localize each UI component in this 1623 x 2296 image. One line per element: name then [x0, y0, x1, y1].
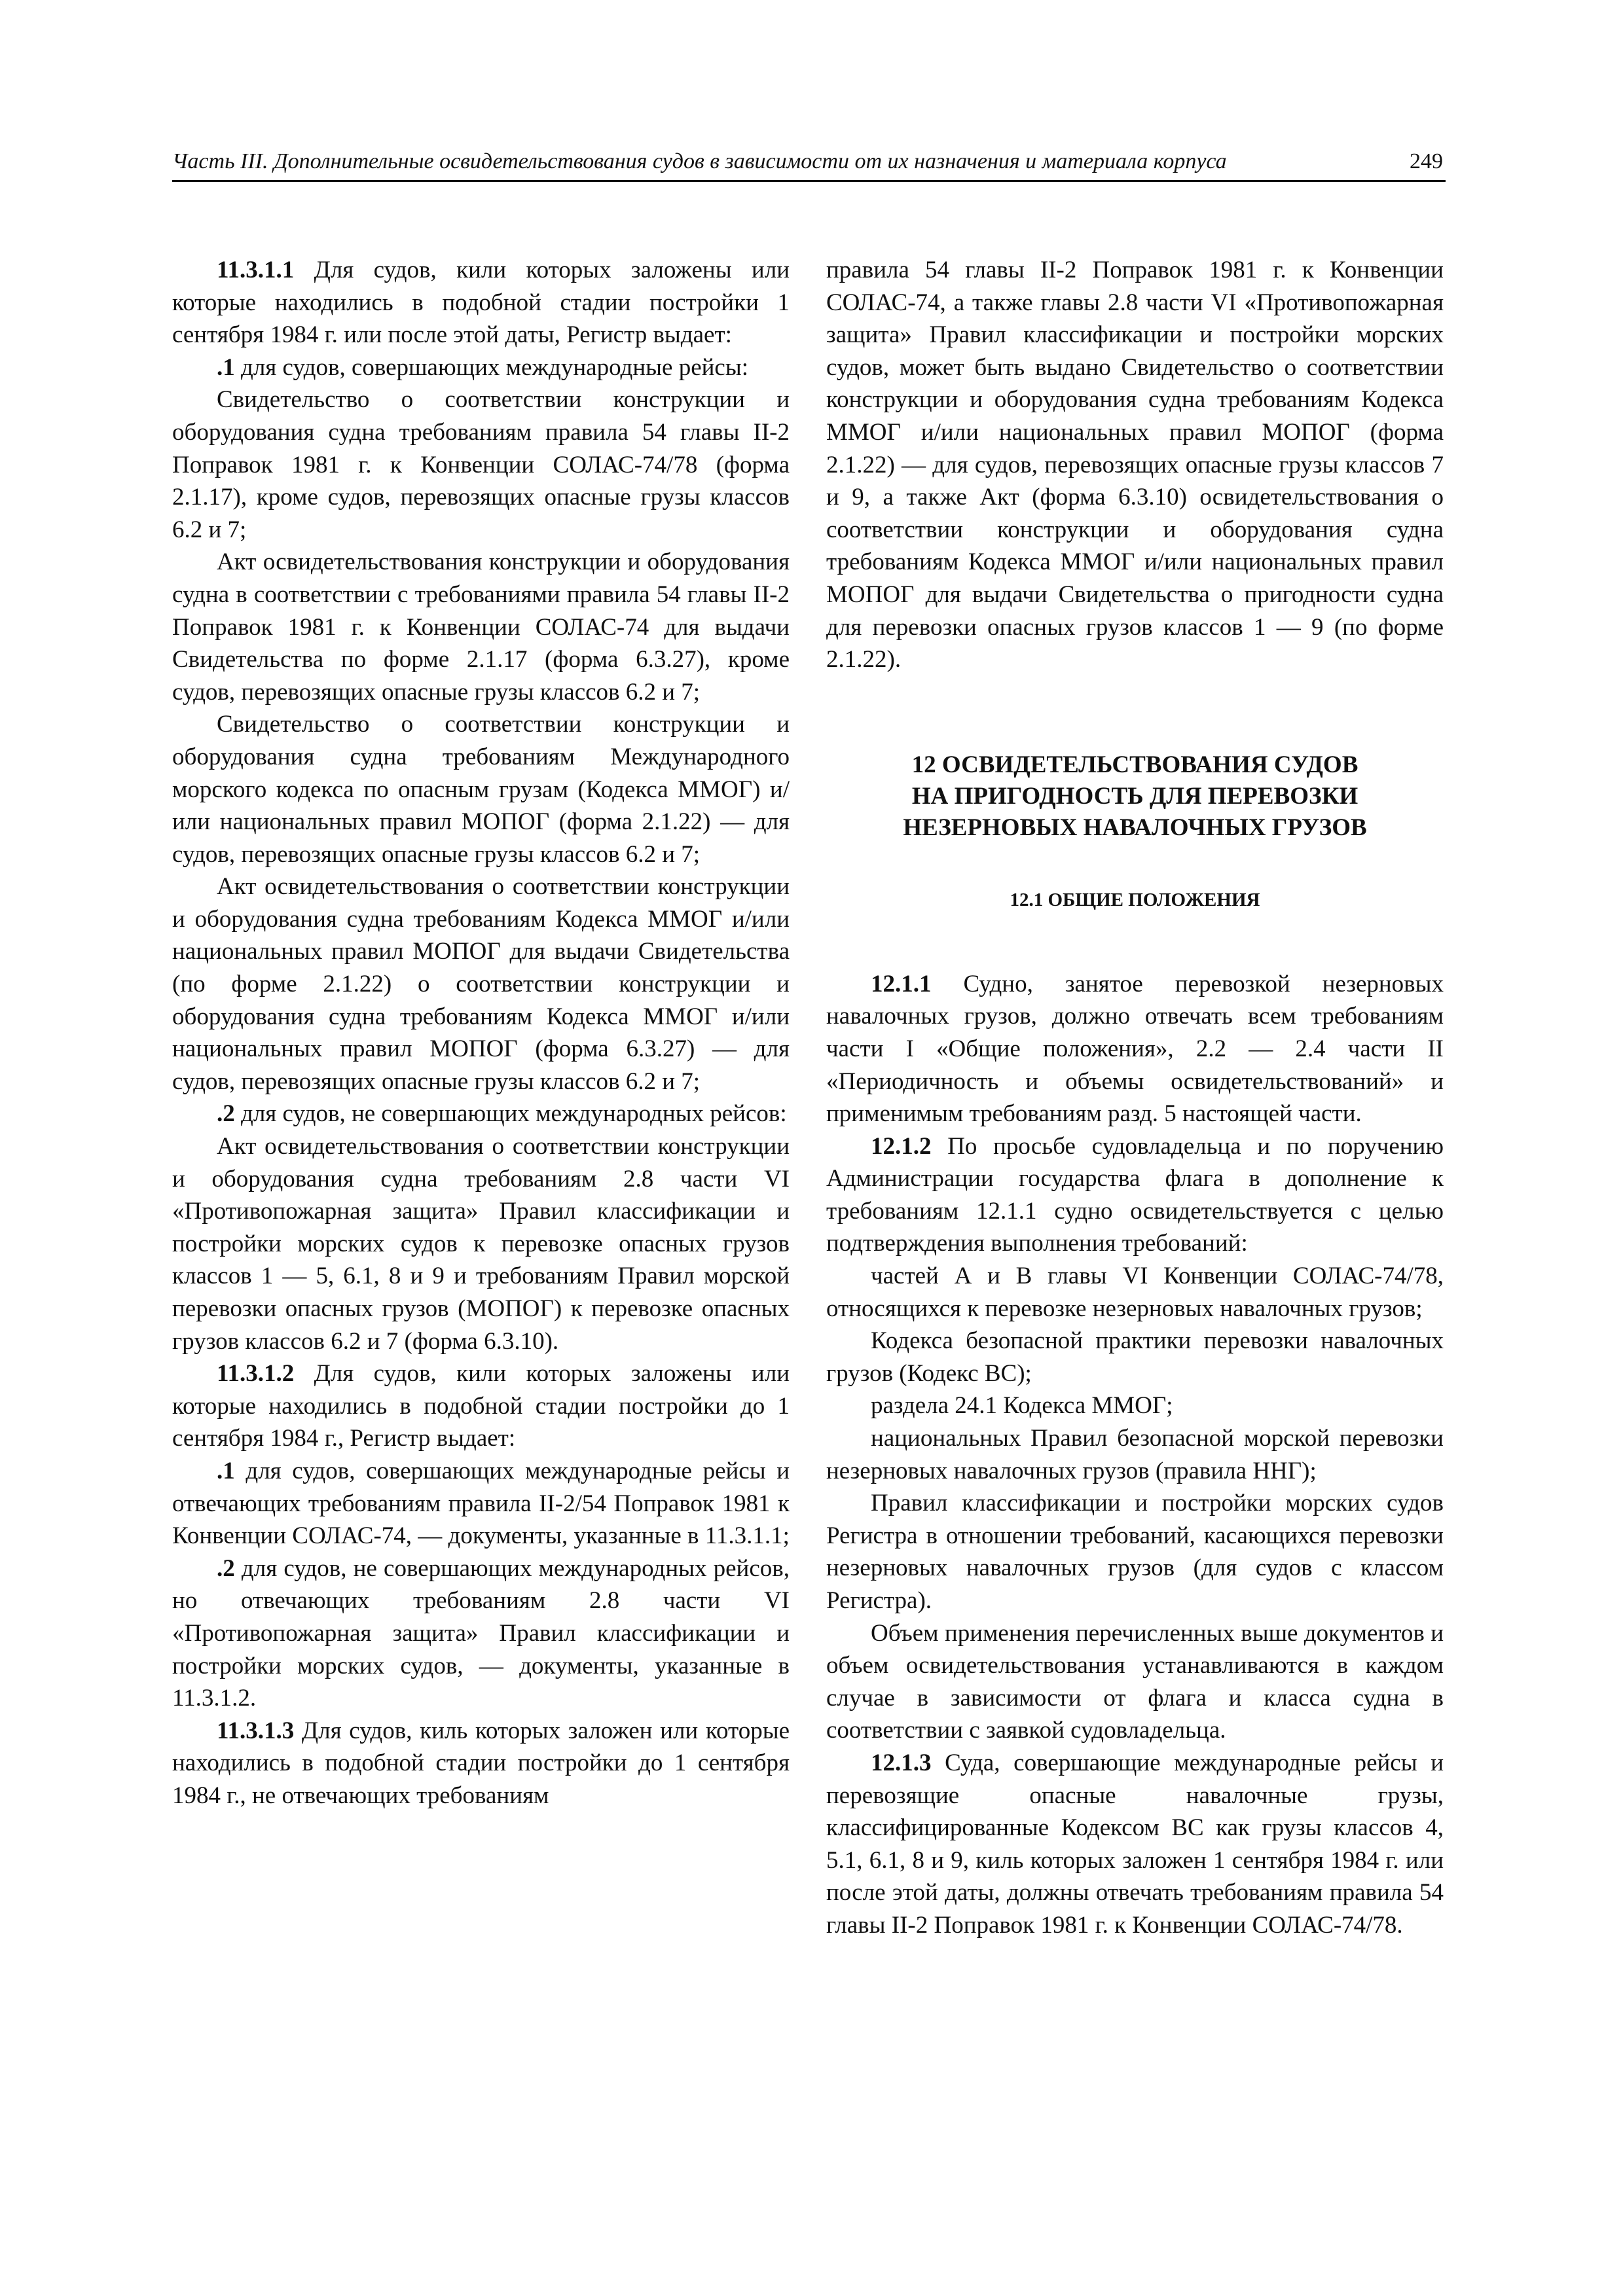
page-number: 249: [1410, 149, 1443, 173]
subsection-heading: 12.1 ОБЩИЕ ПОЛОЖЕНИЯ: [1010, 889, 1260, 910]
paragraph: [172, 546, 790, 708]
paragraph-text: По просьбе судовладельца и по поручению Администрации государства флага в дополнение к требованиям 12.1.1 судно освидетельствуется с целью подтверждения выполнения требований:: [826, 1132, 1444, 1257]
clause-number: .2: [217, 1554, 235, 1582]
paragraph: [172, 351, 790, 384]
paragraph: [826, 1390, 1444, 1422]
paragraph-text: Акт освидетельствования о соответствии конструкции и оборудования судна требованиям 2.8 части VI «Противопожарная защита» Правил классификации и постройки морских судов к перевозке опасных грузов классов 1 — 5, 6.1, 8 и 9 и требованиям Правил морской перевозки опасных грузов (МОПОГ) к перевозке опасных грузов классов 6.2 и 7 (форма 6.3.10).: [172, 1133, 790, 1355]
paragraph-text: для судов, не совершающих международных рейсов, но отвечающих требованиям 2.8 части VI «Противопожарная защита» Правил классификации и постройки морских судов, — документы, указанные в 11.3.1.2.: [172, 1554, 790, 1712]
paragraph: [172, 1552, 790, 1715]
paragraph: [826, 1747, 1444, 1942]
continued-paragraph: правила 54 главы II-2 Поправок 1981 г. к Конвенции СОЛАС-74, а также главы 2.8 части VI «Противопожарная защита» Правил классификации и постройки морских судов, может быть выдано Свидетельство о соответствии конструкции и оборудования судна требованиям Кодекса ММОГ и/или национальных правил МОПОГ (форма 2.1.22) — для судов, перевозящих опасные грузы классов 7 и 9, а также Акт (форма 6.3.10) освидетельствования о соответствии конструкции и оборудования судна требованиям Кодекса ММОГ и/или национальных правил МОПОГ для выдачи Свидетельства о пригодности судна для перевозки опасных грузов классов 1 — 9 (по форме 2.1.22).: [826, 257, 1444, 673]
paragraph-text: Судно, занятое перевозкой незерновых навалочных грузов, должно отвечать всем требованиям части I «Общие положения», 2.2 — 2.4 части II «Периодичность и объемы освидетельствований» и применимым требованиям разд. 5 настоящей части.: [826, 970, 1444, 1128]
paragraph-text: национальных Правил безопасной морской перевозки незерновых навалочных грузов (правила ННГ);: [826, 1425, 1444, 1484]
paragraph-text: Суда, совершающие международные рейсы и перевозящие опасные навалочные грузы, классифицированные Кодексом ВС как грузы классов 4, 5.1, 6.1, 8 и 9, киль которых заложен 1 сентября 1984 г. или после этой даты, должны отвечать требованиям правила 54 главы II-2 Поправок 1981 г. к Конвенции СОЛАС-74/78.: [826, 1749, 1444, 1939]
paragraph-text: Свидетельство о соответствии конструкции и оборудования судна требованиям Международного морского кодекса по опасным грузам (Кодекса ММОГ) и/или национальных правил МОПОГ (форма 2.1.22) — для судов, перевозящих опасные грузы классов 6.2 и 7;: [172, 711, 790, 868]
paragraph: [826, 1487, 1444, 1617]
paragraph-text: Свидетельство о соответствии конструкции и оборудования судна требованиям правила 54 главы II-2 Поправок 1981 г. к Конвенции СОЛАС-74/78 (форма 2.1.17), кроме судов, перевозящих опасные грузы классов 6.2 и 7;: [172, 386, 790, 543]
paragraph-text: для судов, совершающих международные рейсы:: [234, 353, 748, 381]
paragraph: [172, 708, 790, 870]
paragraph: [826, 1422, 1444, 1487]
section-heading-line: 12 ОСВИДЕТЕЛЬСТВОВАНИЯ СУДОВ: [911, 751, 1359, 778]
paragraph: [826, 968, 1444, 1130]
clause-number: 11.3.1.1: [217, 257, 295, 283]
paragraph-text: раздела 24.1 Кодекса ММОГ;: [871, 1392, 1173, 1420]
running-header-title: Часть III. Дополнительные освидетельствования судов в зависимости от их назначения и материала корпуса: [172, 149, 1227, 173]
right-column: [826, 254, 1444, 1942]
paragraph-text: Кодекса безопасной практики перевозки навалочных грузов (Кодекс ВС);: [826, 1327, 1444, 1387]
paragraph: [172, 1357, 790, 1455]
paragraph-text: Для судов, кили которых заложены или которые находились в подобной стадии постройки 1 сентября 1984 г. или после этой даты, Регистр выдает:: [172, 257, 790, 349]
paragraph-text: Для судов, кили которых заложены или которые находились в подобной стадии постройки до 1 сентября 1984 г., Регистр выдает:: [172, 1360, 790, 1452]
section-heading-line: НА ПРИГОДНОСТЬ ДЛЯ ПЕРЕВОЗКИ: [911, 782, 1359, 810]
paragraph-text: частей А и В главы VI Конвенции СОЛАС-74/78, относящихся к перевозке незерновых навалочных грузов;: [826, 1263, 1444, 1322]
paragraph: [826, 1325, 1444, 1390]
clause-number: .1: [217, 353, 235, 381]
paragraph: [172, 1130, 790, 1357]
clause-number: 12.1.3: [871, 1749, 932, 1776]
paragraph: [826, 1130, 1444, 1260]
left-column: [172, 254, 790, 1812]
paragraph: [172, 1715, 790, 1812]
paragraph: [826, 1260, 1444, 1325]
paragraph-text: Для судов, киль которых заложен или которые находились в подобной стадии постройки до 1 сентября 1984 г., не отвечающих требованиям: [172, 1717, 790, 1809]
clause-number: 11.3.1.3: [217, 1717, 295, 1744]
clause-number: 11.3.1.2: [217, 1360, 295, 1388]
paragraph-text: для судов, не совершающих международных рейсов:: [234, 1100, 787, 1128]
paragraph-text: Правил классификации и постройки морских судов Регистра в отношении требований, касающихся перевозки незерновых навалочных грузов (для судов с классом Регистра).: [826, 1490, 1444, 1614]
clause-number: .2: [217, 1100, 235, 1128]
clause-number: .1: [217, 1457, 235, 1484]
paragraph-text: Акт освидетельствования конструкции и оборудования судна в соответствии с требованиями правила 54 главы II-2 Поправок 1981 г. к Конвенции СОЛАС-74 для выдачи Свидетельства по форме 2.1.17 (форма 6.3.27), кроме судов, перевозящих опасные грузы классов 6.2 и 7;: [172, 548, 790, 706]
paragraph: [172, 1098, 790, 1130]
clause-number: 12.1.1: [871, 970, 932, 997]
paragraph-text: Акт освидетельствования о соответствии конструкции и оборудования судна требованиям Кодекса ММОГ и/или национальных правил МОПОГ для выдачи Свидетельства (по форме 2.1.22) о соответствии конструкции и оборудования судна требованиям Кодекса ММОГ и/или национальных правил МОПОГ (форма 6.3.27) — для судов, перевозящих опасные грузы классов 6.2 и 7;: [172, 873, 790, 1095]
clause-number: 12.1.2: [871, 1132, 932, 1160]
paragraph-text: Объем применения перечисленных выше документов и объем освидетельствования устанавливаются в каждом случае в зависимости от флага и класса судна в соответствии с заявкой судовладельца.: [826, 1619, 1444, 1744]
paragraph: [172, 384, 790, 546]
running-header: [172, 141, 1446, 182]
paragraph: [172, 870, 790, 1098]
paragraph: [826, 1617, 1444, 1747]
paragraph-text: для судов, совершающих международные рейсы и отвечающих требованиям правила II-2/54 Поправок 1981 к Конвенции СОЛАС-74, — документы, указанные в 11.3.1.1;: [172, 1457, 790, 1550]
section-heading-line: НЕЗЕРНОВЫХ НАВАЛОЧНЫХ ГРУЗОВ: [903, 814, 1367, 841]
paragraph: [172, 254, 790, 351]
section-heading: [826, 749, 1444, 844]
paragraph: [172, 1455, 790, 1552]
